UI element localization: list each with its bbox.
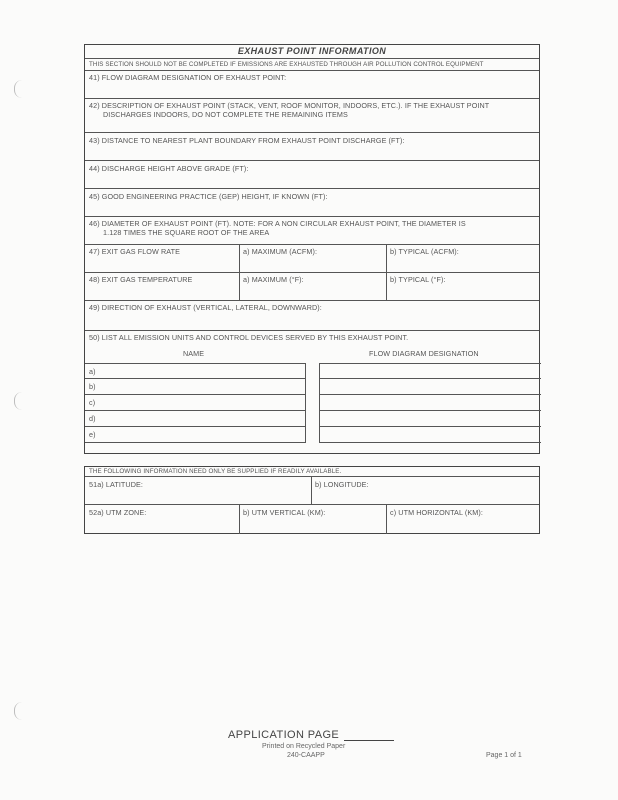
label-50: 50) LIST ALL EMISSION UNITS AND CONTROL DEVICES SERVED BY THIS EXHAUST POINT. bbox=[89, 333, 409, 342]
page-count: Page 1 of 1 bbox=[486, 752, 522, 759]
emission-unit-flow-c[interactable] bbox=[320, 395, 541, 411]
field-48b-typical-temp[interactable]: b) TYPICAL (°F): bbox=[390, 275, 446, 284]
field-49-direction[interactable]: 49) DIRECTION OF EXHAUST (VERTICAL, LATERAL, DOWNWARD): bbox=[85, 301, 539, 331]
field-44-discharge-height[interactable]: 44) DISCHARGE HEIGHT ABOVE GRADE (FT): bbox=[85, 161, 539, 189]
punch-hole-mark bbox=[14, 702, 25, 720]
field-46-diameter[interactable]: 46) DIAMETER OF EXHAUST POINT (FT). NOTE: FOR A NON CIRCULAR EXHAUST POINT, THE DIAMETER IS 1.128 TIMES THE SQUARE ROOT OF THE AREA bbox=[85, 217, 539, 245]
emission-unit-flow-d[interactable] bbox=[320, 411, 541, 427]
field-47b-typical-acfm[interactable]: b) TYPICAL (ACFM): bbox=[390, 247, 459, 256]
row-48-exit-gas-temp bbox=[85, 273, 539, 301]
emission-unit-name-b[interactable]: b) bbox=[85, 379, 305, 395]
row-47-exit-gas-flow bbox=[85, 245, 539, 273]
label-48: 48) EXIT GAS TEMPERATURE bbox=[89, 275, 193, 284]
emission-unit-flow-a[interactable] bbox=[320, 364, 541, 379]
field-51a-latitude[interactable]: 51a) LATITUDE: bbox=[89, 480, 143, 489]
recycled-paper-note: Printed on Recycled Paper bbox=[262, 743, 346, 750]
row-52-utm bbox=[85, 505, 539, 535]
emission-unit-name-d[interactable]: d) bbox=[85, 411, 305, 427]
field-42-description[interactable]: 42) DESCRIPTION OF EXHAUST POINT (STACK, VENT, ROOF MONITOR, INDOORS, ETC.). IF THE EXHAUST POINT DISCHARGES INDOORS, DO NOT COMPLETE THE REMAINING ITEMS bbox=[85, 99, 539, 133]
emission-unit-flow-b[interactable] bbox=[320, 379, 541, 395]
exhaust-point-form bbox=[84, 44, 540, 454]
emission-unit-name-a[interactable]: a) bbox=[85, 364, 305, 379]
page-number-blank bbox=[344, 740, 394, 741]
punch-hole-mark bbox=[14, 392, 25, 410]
emission-unit-name-e[interactable]: e) bbox=[85, 427, 305, 443]
field-47a-max-acfm[interactable]: a) MAXIMUM (ACFM): bbox=[243, 247, 318, 256]
section-notice: THIS SECTION SHOULD NOT BE COMPLETED IF EMISSIONS ARE EXHAUSTED THROUGH AIR POLLUTION CONTROL EQUIPMENT bbox=[89, 61, 484, 68]
field-48a-max-temp[interactable]: a) MAXIMUM (°F): bbox=[243, 275, 304, 284]
column-header-flow-designation: FLOW DIAGRAM DESIGNATION bbox=[369, 349, 479, 358]
section-50-emission-units bbox=[85, 331, 539, 455]
field-52a-utm-zone[interactable]: 52a) UTM ZONE: bbox=[89, 508, 147, 517]
emission-unit-flow-e[interactable] bbox=[320, 427, 541, 443]
field-52c-utm-horizontal[interactable]: c) UTM HORIZONTAL (KM): bbox=[390, 508, 483, 517]
form-code: 240-CAAPP bbox=[287, 752, 325, 759]
row-51-coordinates bbox=[85, 477, 539, 505]
field-52b-utm-vertical[interactable]: b) UTM VERTICAL (KM): bbox=[243, 508, 326, 517]
field-45-gep-height[interactable]: 45) GOOD ENGINEERING PRACTICE (GEP) HEIGHT, IF KNOWN (FT): bbox=[85, 189, 539, 217]
label-47: 47) EXIT GAS FLOW RATE bbox=[89, 247, 180, 256]
application-page-title: APPLICATION PAGE bbox=[228, 729, 340, 741]
form-title-row bbox=[85, 45, 539, 59]
field-51b-longitude[interactable]: b) LONGITUDE: bbox=[315, 480, 369, 489]
optional-notice: THE FOLLOWING INFORMATION NEED ONLY BE SUPPLIED IF READILY AVAILABLE. bbox=[89, 468, 342, 475]
form-title: EXHAUST POINT INFORMATION bbox=[237, 46, 387, 56]
notice-row bbox=[85, 59, 539, 71]
emission-unit-name-c[interactable]: c) bbox=[85, 395, 305, 411]
field-41-flow-diagram[interactable]: 41) FLOW DIAGRAM DESIGNATION OF EXHAUST POINT: bbox=[85, 71, 539, 99]
field-43-distance[interactable]: 43) DISTANCE TO NEAREST PLANT BOUNDARY FROM EXHAUST POINT DISCHARGE (FT): bbox=[85, 133, 539, 161]
punch-hole-mark bbox=[14, 80, 25, 98]
divider bbox=[305, 363, 306, 443]
column-header-name: NAME bbox=[183, 349, 205, 358]
optional-location-section bbox=[84, 466, 540, 534]
notice-row-2 bbox=[85, 467, 539, 477]
